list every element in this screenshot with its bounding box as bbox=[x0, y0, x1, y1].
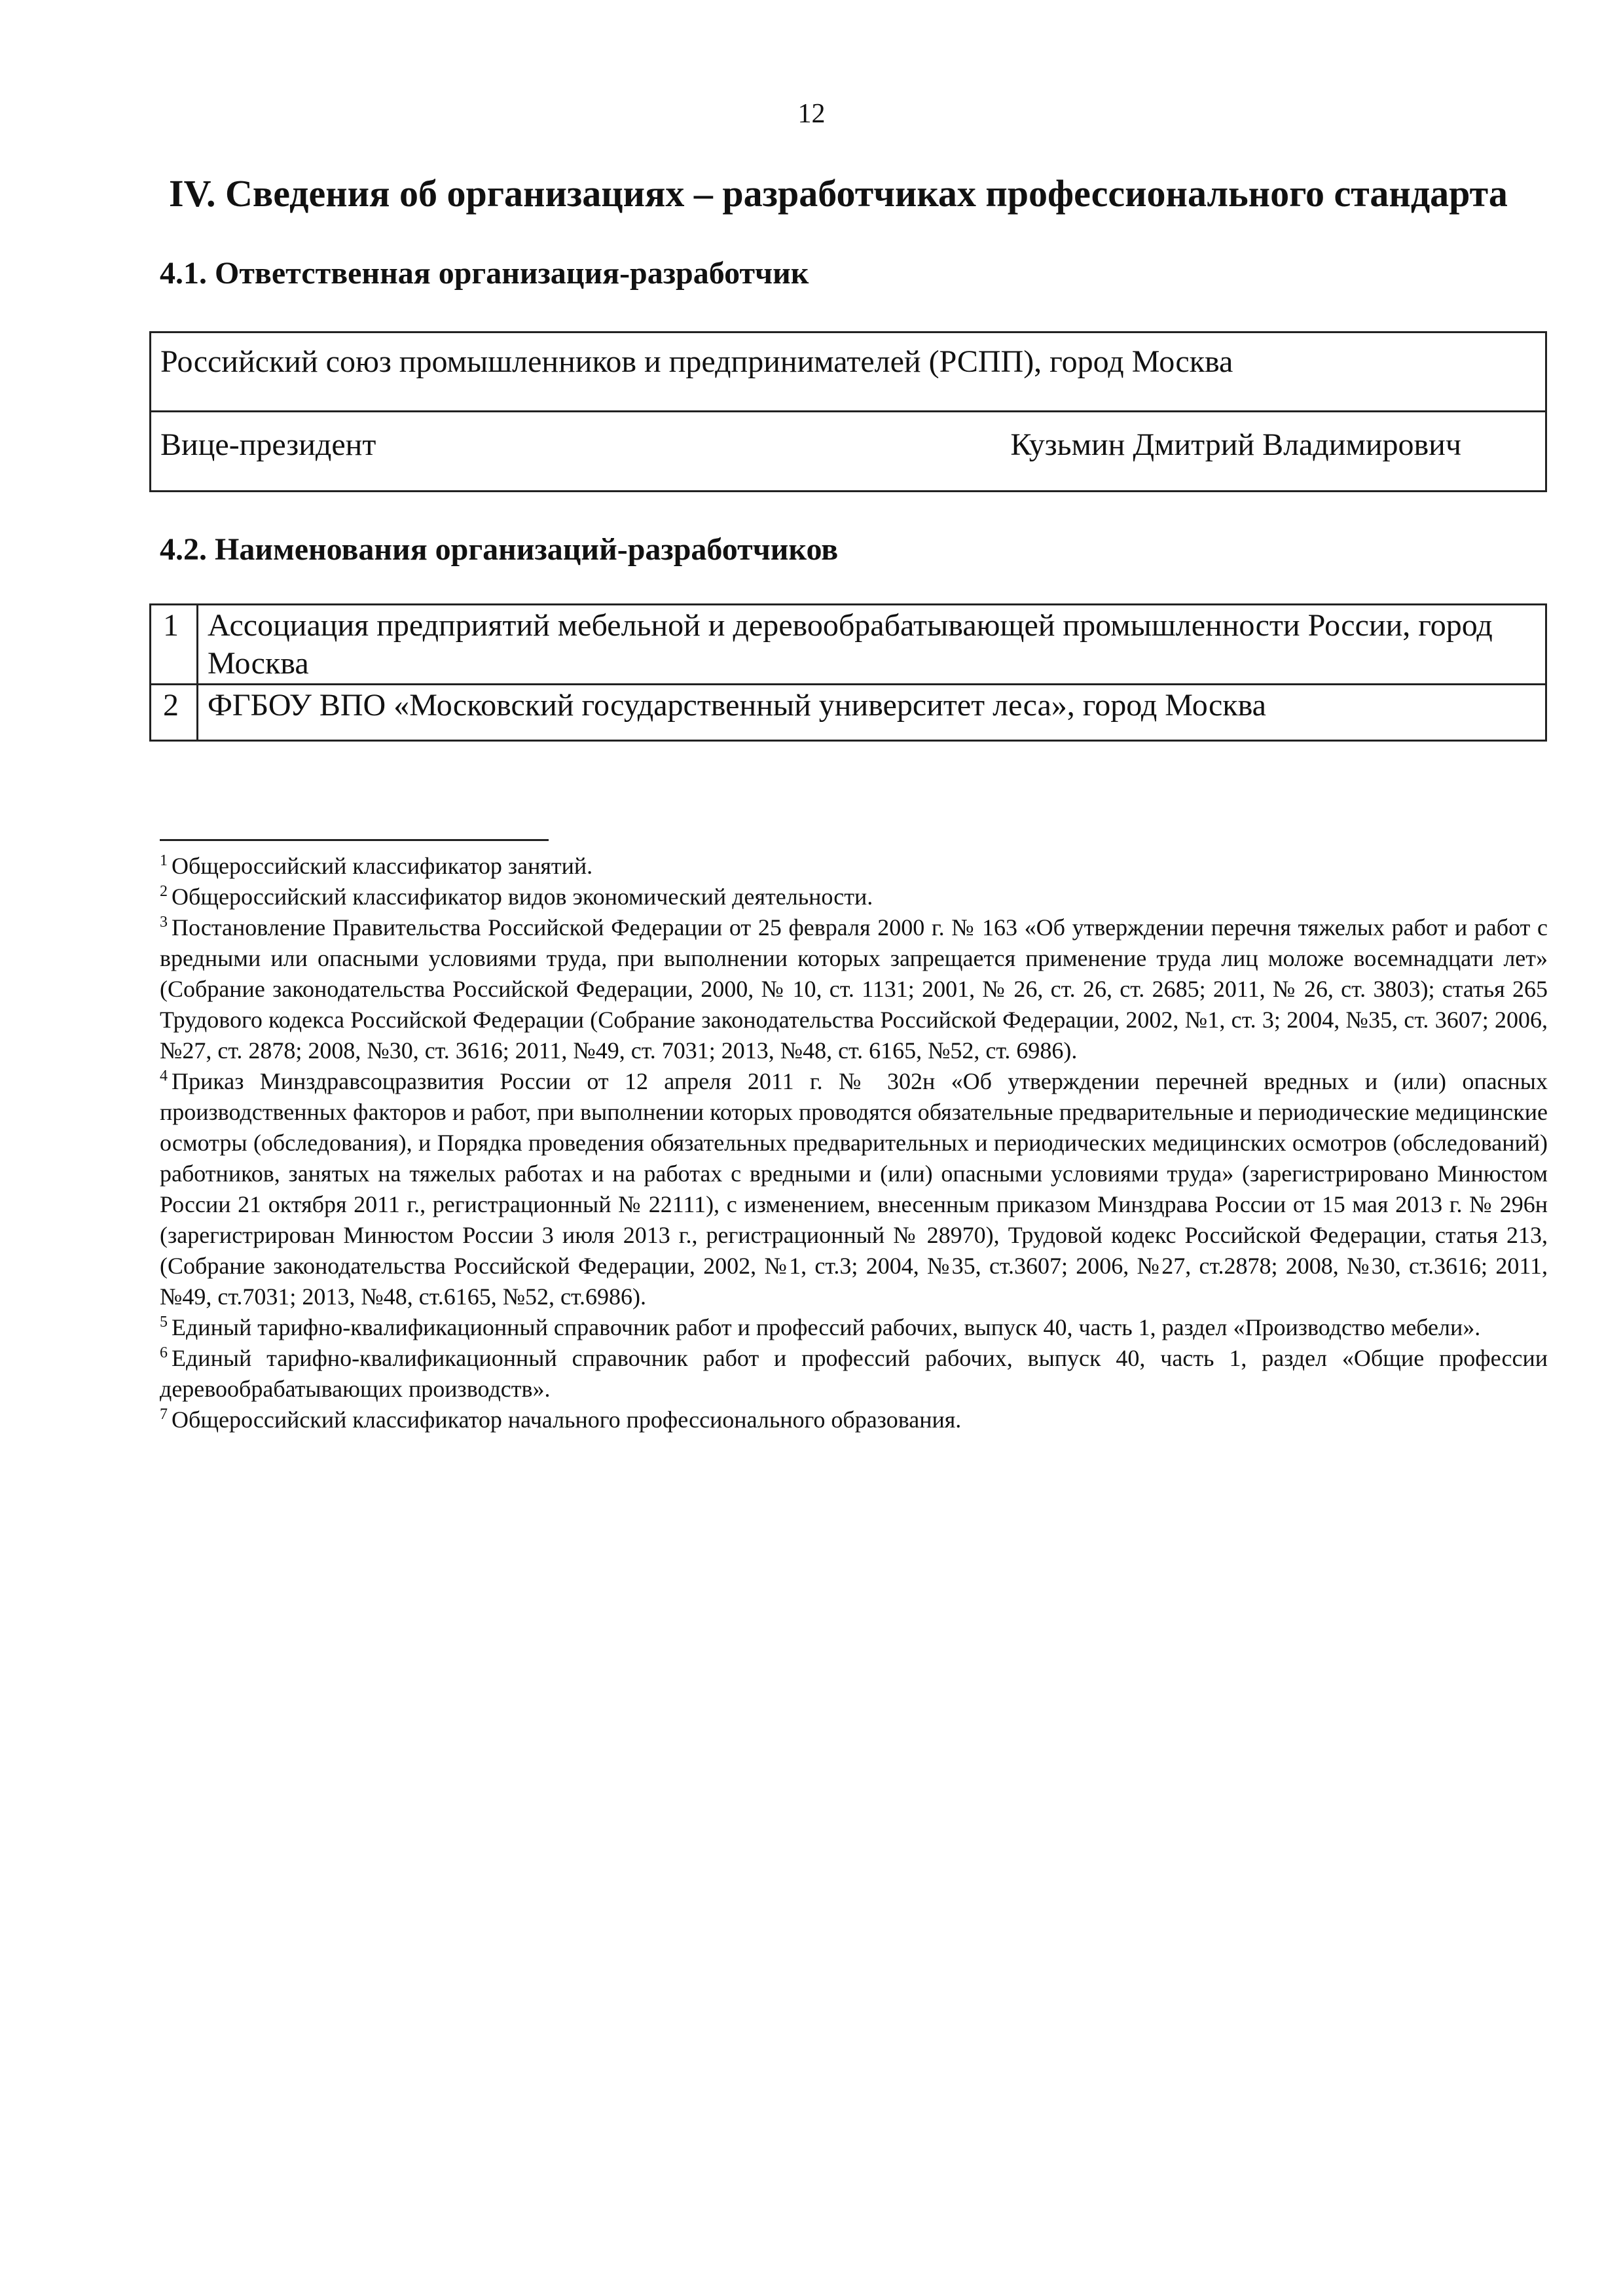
section-title: IV. Сведения об организациях – разработчиках профессионального стандарта bbox=[169, 172, 1508, 215]
responsible-org-heading: 4.1. Ответственная организация-разработчик bbox=[160, 256, 809, 291]
position-label: Вице-президент bbox=[160, 427, 376, 462]
footnote-mark: 2 bbox=[160, 883, 168, 900]
footnote bbox=[160, 1312, 1548, 1343]
footnote-text: Общероссийский классификатор начального профессионального образования. bbox=[172, 1407, 962, 1433]
footnote-text: Приказ Минздравсоцразвития России от 12 апреля 2011 г. № 302н «Об утверждении перечней вредных и (или) опасных производственных факторов и работ, при выполнении которых проводятся обязательные предварительные и периодические медицинские осмотры (обследования), и Порядка проведения обязательных предварительных и периодических медицинских осмотров (обследований) работников, занятых на тяжелых работах и на работах с вредными и (или) опасными условиями труда» (зарегистрировано Минюстом России 21 октября 2011 г., регистрационный № 22111), с изменением, внесенным приказом Минздрава России от 15 мая 2013 г. № 296н (зарегистрирован Минюстом России 3 июля 2013 г., регистрационный № 28970), Трудовой кодекс Российской Федерации, статья 213, (Собрание законодательства Российской Федерации, 2002, №1, ст.3; 2004, №35, ст.3607; 2006, №27, ст.2878; 2008, №30, ст.3616; 2011, №49, ст.7031; 2013, №48, ст.6165, №52, ст.6986). bbox=[160, 1068, 1548, 1310]
footnotes bbox=[160, 851, 1548, 1435]
footnote-text: Постановление Правительства Российской Федерации от 25 февраля 2000 г. № 163 «Об утверждении перечня тяжелых работ и работ с вредными или опасными условиями труда, при выполнении которых запрещается применение труда лиц моложе восемнадцати лет» (Собрание законодательства Российской Федерации, 2000, № 10, ст. 1131; 2001, № 26, ст. 26, ст. 2685; 2011, № 26, ст. 3803); статья 265 Трудового кодекса Российской Федерации (Собрание законодательства Российской Федерации, 2002, №1, ст. 3; 2004, №35, ст. 3607; 2006, №27, ст. 2878; 2008, №30, ст. 3616; 2011, №49, ст. 7031; 2013, №48, ст. 6165, №52, ст. 6986). bbox=[160, 914, 1548, 1064]
row-number: 1 bbox=[151, 605, 198, 685]
footnote bbox=[160, 1066, 1548, 1312]
footnote bbox=[160, 882, 1548, 912]
footnote-mark: 7 bbox=[160, 1406, 168, 1423]
org-name-cell: Ассоциация предприятий мебельной и деревообрабатывающей промышленности России, город Москва bbox=[198, 605, 1546, 685]
position-cell bbox=[151, 412, 1546, 492]
footnote-text: Единый тарифно-квалификационный справочник работ и профессий рабочих, выпуск 40, часть 1, раздел «Общие профессии деревообрабатывающих производств». bbox=[160, 1345, 1548, 1402]
developers-table bbox=[149, 603, 1547, 742]
footnote-mark: 6 bbox=[160, 1344, 168, 1361]
row-number: 2 bbox=[151, 685, 198, 741]
page-number: 12 bbox=[797, 99, 826, 129]
table-row bbox=[151, 332, 1546, 412]
responsible-org-table bbox=[149, 331, 1547, 492]
footnote-text: Общероссийский классификатор видов экономический деятельности. bbox=[172, 884, 873, 910]
footnote-divider bbox=[160, 839, 549, 841]
person-name: Кузьмин Дмитрий Владимирович bbox=[1010, 427, 1461, 462]
org-name-cell: Российский союз промышленников и предпринимателей (РСПП), город Москва bbox=[151, 332, 1546, 412]
footnote bbox=[160, 912, 1548, 1066]
table-row bbox=[151, 412, 1546, 492]
table-row bbox=[151, 685, 1546, 741]
footnote bbox=[160, 851, 1548, 882]
footnote bbox=[160, 1405, 1548, 1435]
footnote-mark: 5 bbox=[160, 1314, 168, 1331]
footnote-text: Единый тарифно-квалификационный справочник работ и профессий рабочих, выпуск 40, часть 1, раздел «Производство мебели». bbox=[172, 1314, 1481, 1340]
footnote-mark: 3 bbox=[160, 914, 168, 931]
org-name-cell: ФГБОУ ВПО «Московский государственный университет леса», город Москва bbox=[198, 685, 1546, 741]
footnote-mark: 4 bbox=[160, 1067, 168, 1085]
table-row bbox=[151, 605, 1546, 685]
footnote-text: Общероссийский классификатор занятий. bbox=[172, 853, 593, 879]
footnote-mark: 1 bbox=[160, 852, 168, 869]
developers-heading: 4.2. Наименования организаций-разработчиков bbox=[160, 532, 839, 567]
footnote bbox=[160, 1343, 1548, 1405]
